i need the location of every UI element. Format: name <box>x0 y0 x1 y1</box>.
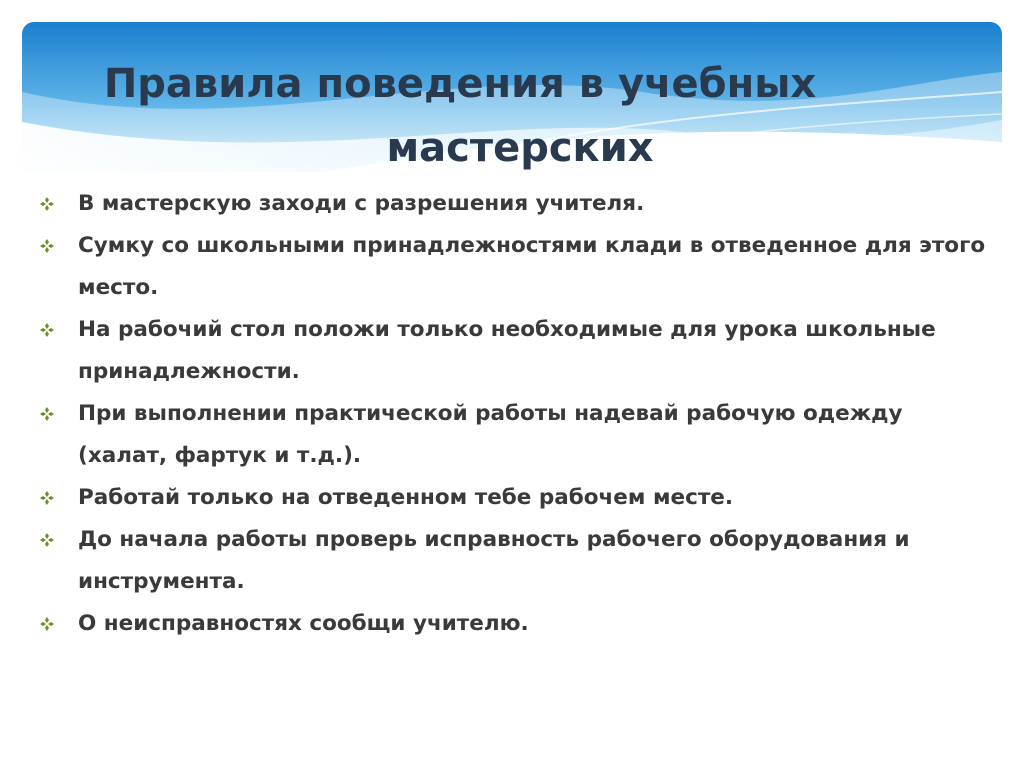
title-line-2: мастерских <box>386 125 654 171</box>
list-item <box>38 603 998 645</box>
list-item-text: До начала работы проверь исправность рабочего оборудования и инструмента. <box>78 527 910 594</box>
title-line-1: Правила поведения в учебных <box>103 61 817 107</box>
four-diamond-bullet-icon <box>40 323 54 337</box>
list-item-text: В мастерскую заходи с разрешения учителя. <box>78 191 645 216</box>
list-item <box>38 519 998 603</box>
list-item-text: Работай только на отведенном тебе рабочем месте. <box>78 485 734 510</box>
four-diamond-bullet-icon <box>40 197 54 211</box>
four-diamond-bullet-icon <box>40 491 54 505</box>
list-item-text: Сумку со школьными принадлежностями клади в отведенное для этого место. <box>78 233 986 300</box>
list-item-text: О неисправностях сообщи учителю. <box>78 611 529 636</box>
list-item <box>38 477 998 519</box>
rules-list <box>38 183 998 645</box>
four-diamond-bullet-icon <box>40 239 54 253</box>
slide-title <box>60 52 920 180</box>
list-item <box>38 309 998 393</box>
list-item-text: На рабочий стол положи только необходимые для урока школьные принадлежности. <box>78 317 936 384</box>
list-item <box>38 393 998 477</box>
list-item <box>38 183 998 225</box>
four-diamond-bullet-icon <box>40 617 54 631</box>
list-item <box>38 225 998 309</box>
four-diamond-bullet-icon <box>40 407 54 421</box>
list-item-text: При выполнении практической работы надевай рабочую одежду (халат, фартук и т.д.). <box>78 401 903 468</box>
four-diamond-bullet-icon <box>40 533 54 547</box>
